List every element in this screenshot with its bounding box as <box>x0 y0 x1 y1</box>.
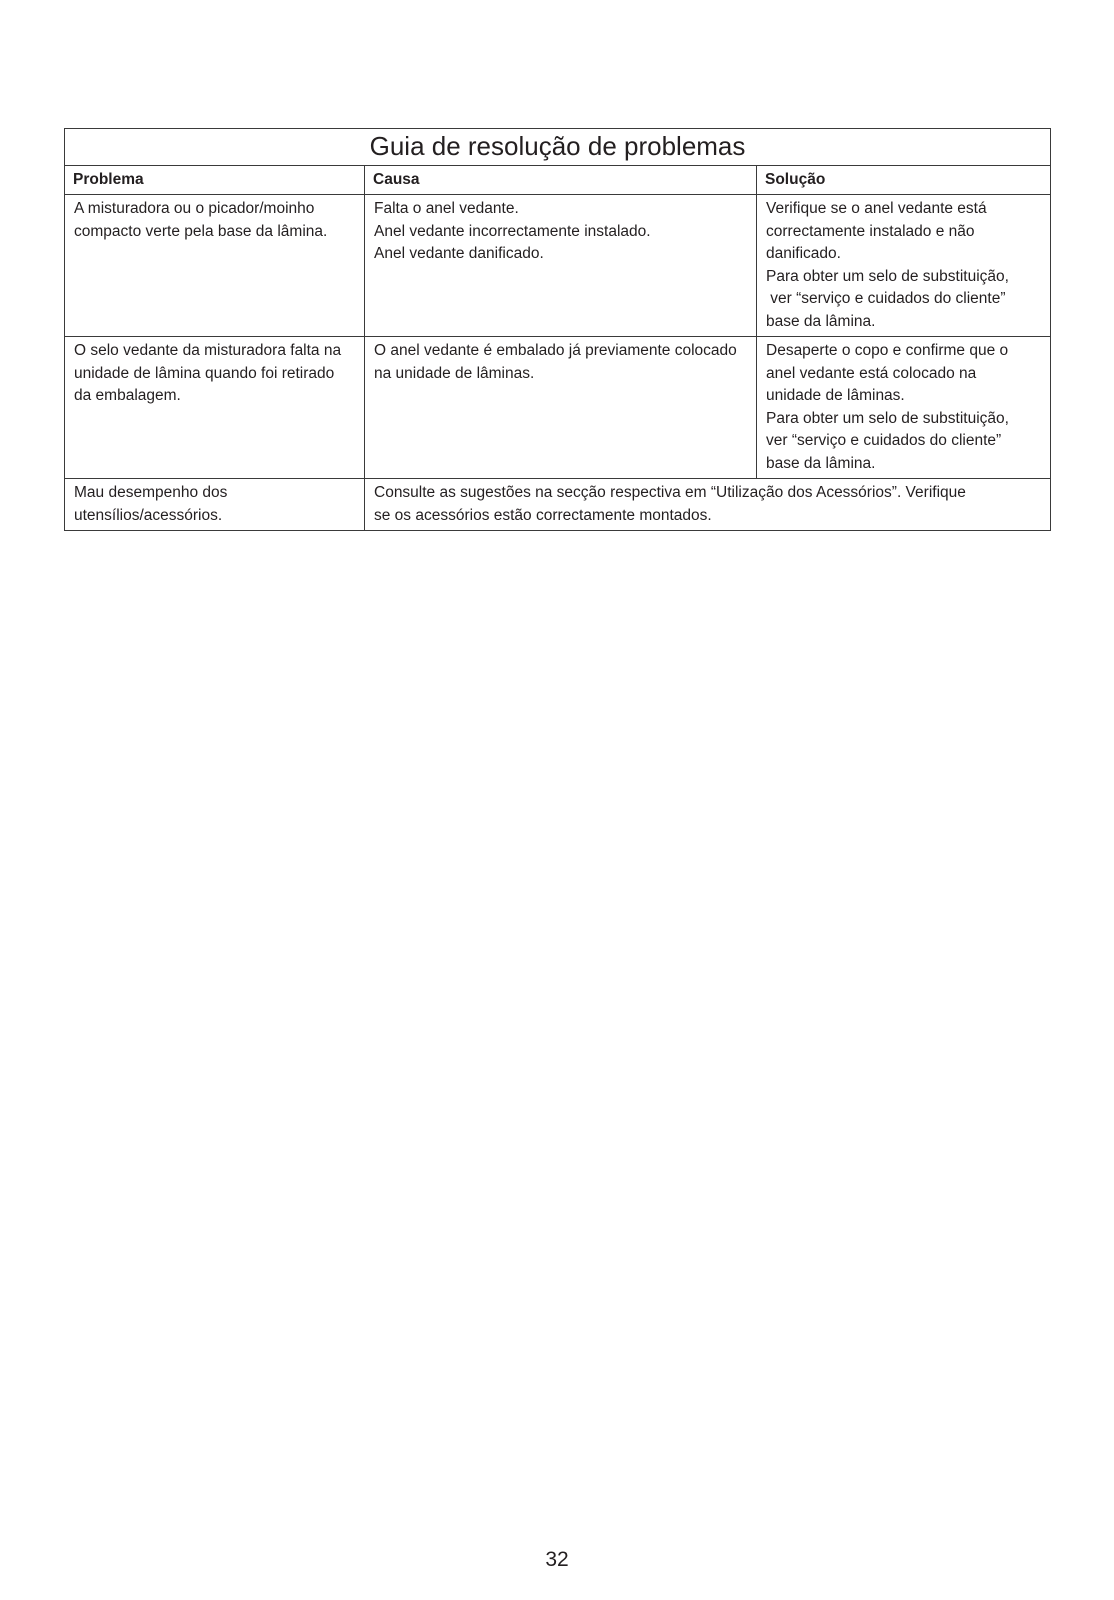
problem-cell <box>65 479 365 531</box>
table-row <box>65 195 1051 337</box>
cause-text: O anel vedante é embalado já previamente colocado <box>374 342 737 359</box>
table-row <box>65 337 1051 479</box>
solution-text: Verifique se o anel vedante está <box>766 200 987 217</box>
solution-cell <box>757 195 1051 337</box>
problem-text: compacto verte pela base da lâmina. <box>74 222 328 240</box>
column-header-solution: Solução <box>757 166 1051 195</box>
problem-text: unidade de lâmina quando foi retirado <box>74 364 335 382</box>
solution-text: anel vedante está colocado na <box>766 364 977 382</box>
problem-cell <box>65 195 365 337</box>
problem-text: O selo vedante da misturadora falta na <box>74 342 342 359</box>
table-row <box>65 479 1051 531</box>
troubleshooting-table <box>64 128 1051 531</box>
problem-text: A misturadora ou o picador/moinho <box>74 200 315 217</box>
cause-text: Falta o anel vedante. <box>374 200 519 217</box>
problem-text: da embalagem. <box>74 387 181 404</box>
solution-text: Para obter um selo de substituição, <box>766 409 1009 427</box>
cause-solution-text: se os acessórios estão correctamente montados. <box>374 506 712 524</box>
solution-text: unidade de lâminas. <box>766 387 905 404</box>
cause-text: Anel vedante incorrectamente instalado. <box>374 222 651 240</box>
solution-text: correctamente instalado e não <box>766 222 975 240</box>
problem-cell <box>65 337 365 479</box>
solution-text: Desaperte o copo e confirme que o <box>766 342 1009 359</box>
cause-text: Anel vedante danificado. <box>374 245 544 262</box>
solution-cell <box>757 337 1051 479</box>
solution-text: ver “serviço e cuidados do cliente” <box>766 432 1002 449</box>
column-header-problem: Problema <box>65 166 365 195</box>
solution-text: danificado. <box>766 245 841 262</box>
cause-cell <box>365 337 757 479</box>
cause-cell <box>365 195 757 337</box>
page-number: 32 <box>545 1548 569 1571</box>
solution-text: ver “serviço e cuidados do cliente” <box>766 290 1006 307</box>
solution-text: base da lâmina. <box>766 454 876 472</box>
cause-text: na unidade de lâminas. <box>374 364 535 382</box>
problem-text: Mau desempenho dos <box>74 484 228 501</box>
header-row <box>65 166 1051 195</box>
column-header-cause: Causa <box>365 166 757 195</box>
cause-solution-text: Consulte as sugestões na secção respectiva em “Utilização dos Acessórios”. Verifique <box>374 484 966 501</box>
solution-text: Para obter um selo de substituição, <box>766 267 1009 285</box>
solution-text: base da lâmina. <box>766 312 876 330</box>
table-title: Guia de resolução de problemas <box>65 129 1051 166</box>
cause-solution-cell <box>365 479 1051 531</box>
problem-text: utensílios/acessórios. <box>74 506 223 524</box>
